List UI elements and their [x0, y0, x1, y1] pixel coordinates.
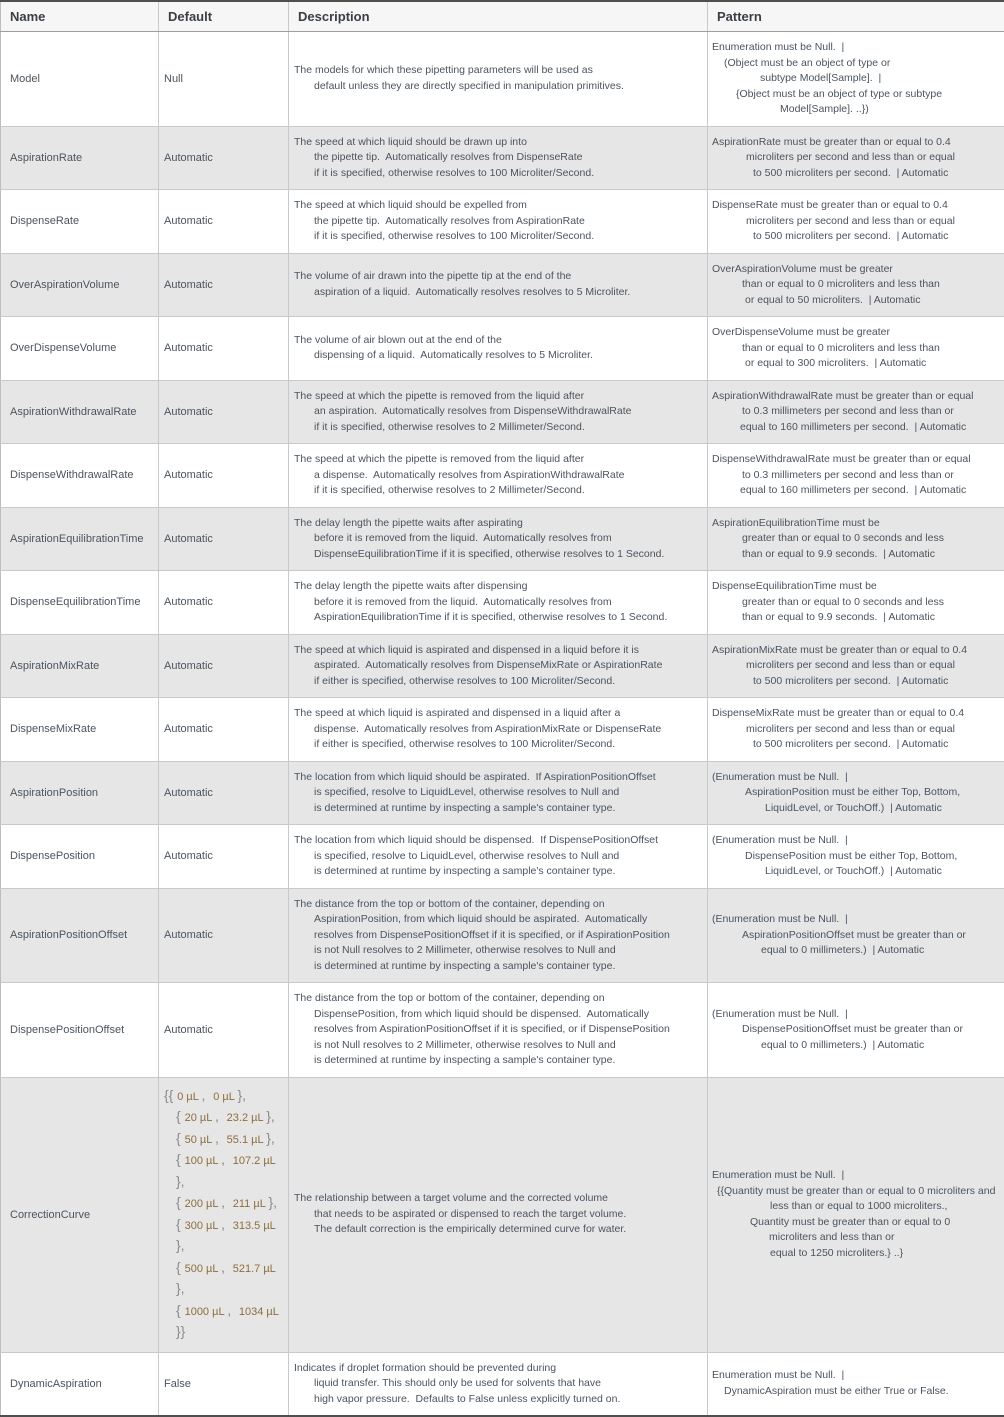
default-code-line: { 50 µL , 55.1 µL },	[164, 1129, 286, 1151]
param-name-cell: DispenseEquilibrationTime	[1, 571, 159, 635]
pattern-line: subtype Model[Sample]. |	[712, 71, 1002, 87]
pattern-line: AspirationPositionOffset must be greater than or	[712, 928, 1002, 944]
param-name-cell: CorrectionCurve	[1, 1077, 159, 1352]
description-line: a dispense. Automatically resolves from AspirationWithdrawalRate	[294, 468, 705, 484]
default-code-line: { 100 µL , 107.2 µL },	[164, 1150, 286, 1193]
pattern-line: DispenseEquilibrationTime must be	[712, 579, 1002, 595]
default-value-cell: Automatic	[159, 190, 289, 254]
pattern-cell	[708, 1352, 1004, 1416]
table-row	[1, 444, 1004, 508]
table-row	[1, 1077, 1004, 1352]
description-line: is determined at runtime by inspecting a sample's container type.	[294, 959, 705, 975]
pattern-cell	[708, 253, 1004, 317]
default-value-cell: Automatic	[159, 380, 289, 444]
default-value-cell: Automatic	[159, 983, 289, 1078]
description-line: The speed at which liquid should be expelled from	[294, 198, 705, 214]
default-value-cell: Automatic	[159, 444, 289, 508]
param-name-cell: OverDispenseVolume	[1, 317, 159, 381]
description-line: if it is specified, otherwise resolves to 2 Millimeter/Second.	[294, 483, 705, 499]
description-line: DispenseEquilibrationTime if it is specified, otherwise resolves to 1 Second.	[294, 547, 705, 563]
pattern-line: or equal to 300 microliters. | Automatic	[712, 356, 1002, 372]
param-name-cell: AspirationRate	[1, 126, 159, 190]
pattern-line: OverAspirationVolume must be greater	[712, 262, 1002, 278]
pattern-line: less than or equal to 1000 microliters.,	[712, 1199, 1002, 1215]
description-line: dispense. Automatically resolves from AspirationMixRate or DispenseRate	[294, 722, 705, 738]
description-cell	[289, 761, 708, 825]
table-row	[1, 698, 1004, 762]
description-line: DispensePosition, from which liquid should be dispensed. Automatically	[294, 1007, 705, 1023]
description-line: is not Null resolves to 2 Millimeter, otherwise resolves to Null and	[294, 1038, 705, 1054]
param-name-cell: Model	[1, 32, 159, 127]
pattern-line: AspirationPosition must be either Top, Bottom,	[712, 785, 1002, 801]
description-line: Indicates if droplet formation should be prevented during	[294, 1361, 705, 1377]
pattern-line: equal to 160 millimeters per second. | Automatic	[712, 420, 1002, 436]
description-cell	[289, 507, 708, 571]
pattern-line: to 0.3 millimeters per second and less than or	[712, 468, 1002, 484]
description-line: dispensing of a liquid. Automatically resolves to 5 Microliter.	[294, 348, 705, 364]
description-line: The location from which liquid should be aspirated. If AspirationPositionOffset	[294, 770, 705, 786]
description-cell	[289, 825, 708, 889]
pattern-cell	[708, 761, 1004, 825]
description-line: The speed at which the pipette is removed from the liquid after	[294, 452, 705, 468]
description-line: The delay length the pipette waits after aspirating	[294, 516, 705, 532]
pattern-cell	[708, 126, 1004, 190]
param-name-cell: DispenseMixRate	[1, 698, 159, 762]
table-body	[1, 32, 1004, 1417]
table-row	[1, 761, 1004, 825]
table-row	[1, 253, 1004, 317]
pattern-line: LiquidLevel, or TouchOff.) | Automatic	[712, 801, 1002, 817]
pattern-line: to 0.3 millimeters per second and less than or	[712, 404, 1002, 420]
param-name-cell: AspirationWithdrawalRate	[1, 380, 159, 444]
pattern-line: DispensePositionOffset must be greater than or	[712, 1022, 1002, 1038]
default-value-cell: Automatic	[159, 571, 289, 635]
pattern-line: AspirationRate must be greater than or equal to 0.4	[712, 135, 1002, 151]
description-line: The distance from the top or bottom of the container, depending on	[294, 991, 705, 1007]
description-line: before it is removed from the liquid. Automatically resolves from	[294, 531, 705, 547]
table-row	[1, 983, 1004, 1078]
description-line: before it is removed from the liquid. Automatically resolves from	[294, 595, 705, 611]
description-cell	[289, 983, 708, 1078]
description-line: AspirationPosition, from which liquid should be aspirated. Automatically	[294, 912, 705, 928]
description-line: is not Null resolves to 2 Millimeter, otherwise resolves to Null and	[294, 943, 705, 959]
header-row	[1, 1, 1004, 32]
table-row	[1, 1352, 1004, 1416]
description-line: the pipette tip. Automatically resolves from AspirationRate	[294, 214, 705, 230]
pattern-line: (Object must be an object of type or	[712, 56, 1002, 72]
param-name-cell: DispenseRate	[1, 190, 159, 254]
pattern-line: microliters per second and less than or equal	[712, 722, 1002, 738]
description-cell	[289, 190, 708, 254]
description-line: default unless they are directly specified in manipulation primitives.	[294, 79, 705, 95]
default-value-cell: Automatic	[159, 761, 289, 825]
default-value-cell: Automatic	[159, 825, 289, 889]
table-header	[1, 1, 1004, 32]
param-name-cell: DispensePosition	[1, 825, 159, 889]
pattern-line: DispenseWithdrawalRate must be greater than or equal	[712, 452, 1002, 468]
table-row	[1, 32, 1004, 127]
pattern-line: AspirationMixRate must be greater than or equal to 0.4	[712, 643, 1002, 659]
pattern-line: than or equal to 0 microliters and less than	[712, 277, 1002, 293]
description-cell	[289, 253, 708, 317]
pattern-line: Enumeration must be Null. |	[712, 1168, 1002, 1184]
column-header-name: Name	[1, 1, 159, 32]
description-line: The relationship between a target volume and the corrected volume	[294, 1191, 705, 1207]
pattern-line: to 500 microliters per second. | Automatic	[712, 674, 1002, 690]
description-line: if it is specified, otherwise resolves to 2 Millimeter/Second.	[294, 420, 705, 436]
pattern-line: greater than or equal to 0 seconds and less	[712, 595, 1002, 611]
param-name-cell: DispenseWithdrawalRate	[1, 444, 159, 508]
pattern-line: to 500 microliters per second. | Automatic	[712, 166, 1002, 182]
pattern-line: AspirationEquilibrationTime must be	[712, 516, 1002, 532]
pattern-line: than or equal to 0 microliters and less than	[712, 341, 1002, 357]
description-line: is determined at runtime by inspecting a sample's container type.	[294, 864, 705, 880]
table-row	[1, 634, 1004, 698]
description-cell	[289, 126, 708, 190]
pattern-cell	[708, 571, 1004, 635]
default-code-line: { 20 µL , 23.2 µL },	[164, 1107, 286, 1129]
description-line: The distance from the top or bottom of the container, depending on	[294, 897, 705, 913]
description-line: The default correction is the empirically determined curve for water.	[294, 1222, 705, 1238]
pattern-cell	[708, 507, 1004, 571]
pattern-line: LiquidLevel, or TouchOff.) | Automatic	[712, 864, 1002, 880]
pattern-cell	[708, 444, 1004, 508]
pattern-cell	[708, 825, 1004, 889]
description-line: is determined at runtime by inspecting a sample's container type.	[294, 1053, 705, 1069]
description-line: if it is specified, otherwise resolves to 100 Microliter/Second.	[294, 229, 705, 245]
pattern-line: OverDispenseVolume must be greater	[712, 325, 1002, 341]
correction-curve-default	[164, 1086, 286, 1344]
description-line: if either is specified, otherwise resolves to 100 Microliter/Second.	[294, 674, 705, 690]
pattern-cell	[708, 634, 1004, 698]
description-line: The speed at which liquid is aspirated and dispensed in a liquid after a	[294, 706, 705, 722]
description-cell	[289, 571, 708, 635]
description-line: is determined at runtime by inspecting a sample's container type.	[294, 801, 705, 817]
pattern-cell	[708, 1077, 1004, 1352]
description-line: that needs to be aspirated or dispensed to reach the target volume.	[294, 1207, 705, 1223]
default-value-cell: Automatic	[159, 634, 289, 698]
default-value-cell: Null	[159, 32, 289, 127]
pattern-cell	[708, 380, 1004, 444]
description-cell	[289, 1077, 708, 1352]
column-header-default: Default	[159, 1, 289, 32]
table-row	[1, 888, 1004, 983]
pattern-cell	[708, 190, 1004, 254]
pattern-line: (Enumeration must be Null. |	[712, 770, 1002, 786]
param-name-cell: DynamicAspiration	[1, 1352, 159, 1416]
pattern-cell	[708, 698, 1004, 762]
description-line: is specified, resolve to LiquidLevel, otherwise resolves to Null and	[294, 785, 705, 801]
default-code-line: { 300 µL , 313.5 µL },	[164, 1215, 286, 1258]
pattern-line: greater than or equal to 0 seconds and less	[712, 531, 1002, 547]
pattern-line: equal to 1250 microliters.} ..}	[712, 1246, 1002, 1262]
pattern-line: than or equal to 9.9 seconds. | Automatic	[712, 547, 1002, 563]
pattern-line: equal to 160 millimeters per second. | Automatic	[712, 483, 1002, 499]
description-line: The volume of air blown out at the end of the	[294, 333, 705, 349]
pattern-line: Quantity must be greater than or equal to 0	[712, 1215, 1002, 1231]
default-value-cell: Automatic	[159, 507, 289, 571]
pattern-cell	[708, 32, 1004, 127]
description-cell	[289, 634, 708, 698]
pattern-cell	[708, 983, 1004, 1078]
pattern-line: to 500 microliters per second. | Automatic	[712, 229, 1002, 245]
default-value-cell: Automatic	[159, 888, 289, 983]
param-name-cell: DispensePositionOffset	[1, 983, 159, 1078]
description-line: The location from which liquid should be dispensed. If DispensePositionOffset	[294, 833, 705, 849]
description-line: resolves from DispensePositionOffset if it is specified, or if AspirationPosition	[294, 928, 705, 944]
table-row	[1, 317, 1004, 381]
pattern-line: microliters per second and less than or equal	[712, 214, 1002, 230]
description-line: The volume of air drawn into the pipette tip at the end of the	[294, 269, 705, 285]
default-code-line: { 1000 µL , 1034 µL }}	[164, 1301, 286, 1344]
param-name-cell: OverAspirationVolume	[1, 253, 159, 317]
description-line: resolves from AspirationPositionOffset if it is specified, or if DispensePosition	[294, 1022, 705, 1038]
pattern-line: equal to 0 millimeters.) | Automatic	[712, 943, 1002, 959]
default-value-cell: Automatic	[159, 126, 289, 190]
column-header-description: Description	[289, 1, 708, 32]
description-line: aspirated. Automatically resolves from DispenseMixRate or AspirationRate	[294, 658, 705, 674]
param-name-cell: AspirationMixRate	[1, 634, 159, 698]
column-header-pattern: Pattern	[708, 1, 1004, 32]
pattern-line: DispenseRate must be greater than or equal to 0.4	[712, 198, 1002, 214]
pattern-line: DynamicAspiration must be either True or False.	[712, 1384, 1002, 1400]
default-value-cell: Automatic	[159, 253, 289, 317]
pattern-line: microliters and less than or	[712, 1230, 1002, 1246]
description-line: The speed at which liquid should be drawn up into	[294, 135, 705, 151]
description-cell	[289, 32, 708, 127]
description-line: The models for which these pipetting parameters will be used as	[294, 63, 705, 79]
default-value-cell: False	[159, 1352, 289, 1416]
pattern-line: DispenseMixRate must be greater than or equal to 0.4	[712, 706, 1002, 722]
description-line: high vapor pressure. Defaults to False unless explicitly turned on.	[294, 1392, 705, 1408]
pattern-line: Enumeration must be Null. |	[712, 40, 1002, 56]
pattern-line: {{Quantity must be greater than or equal to 0 microliters and	[712, 1184, 1002, 1200]
pattern-line: Model[Sample]. ..})	[712, 102, 1002, 118]
default-code-line: { 500 µL , 521.7 µL },	[164, 1258, 286, 1301]
description-line: an aspiration. Automatically resolves from DispenseWithdrawalRate	[294, 404, 705, 420]
pattern-line: to 500 microliters per second. | Automatic	[712, 737, 1002, 753]
pattern-line: {Object must be an object of type or subtype	[712, 87, 1002, 103]
param-name-cell: AspirationEquilibrationTime	[1, 507, 159, 571]
description-line: if it is specified, otherwise resolves to 100 Microliter/Second.	[294, 166, 705, 182]
pattern-line: Enumeration must be Null. |	[712, 1368, 1002, 1384]
default-value-cell: Automatic	[159, 317, 289, 381]
description-line: The delay length the pipette waits after dispensing	[294, 579, 705, 595]
pattern-line: (Enumeration must be Null. |	[712, 833, 1002, 849]
pattern-line: equal to 0 millimeters.) | Automatic	[712, 1038, 1002, 1054]
description-cell	[289, 444, 708, 508]
pattern-line: (Enumeration must be Null. |	[712, 1007, 1002, 1023]
table-row	[1, 571, 1004, 635]
pattern-line: than or equal to 9.9 seconds. | Automatic	[712, 610, 1002, 626]
description-cell	[289, 1352, 708, 1416]
description-line: liquid transfer. This should only be used for solvents that have	[294, 1376, 705, 1392]
pattern-line: microliters per second and less than or equal	[712, 658, 1002, 674]
pattern-line: microliters per second and less than or equal	[712, 150, 1002, 166]
description-cell	[289, 888, 708, 983]
description-line: AspirationEquilibrationTime if it is specified, otherwise resolves to 1 Second.	[294, 610, 705, 626]
default-value-cell	[159, 1077, 289, 1352]
pattern-line: AspirationWithdrawalRate must be greater than or equal	[712, 389, 1002, 405]
description-line: if either is specified, otherwise resolves to 100 Microliter/Second.	[294, 737, 705, 753]
description-cell	[289, 317, 708, 381]
pattern-line: (Enumeration must be Null. |	[712, 912, 1002, 928]
table-row	[1, 380, 1004, 444]
default-code-line: {{ 0 µL , 0 µL },	[164, 1086, 286, 1108]
table-row	[1, 190, 1004, 254]
table-row	[1, 825, 1004, 889]
pattern-cell	[708, 888, 1004, 983]
description-line: is specified, resolve to LiquidLevel, otherwise resolves to Null and	[294, 849, 705, 865]
default-code-line: { 200 µL , 211 µL },	[164, 1193, 286, 1215]
table-row	[1, 126, 1004, 190]
description-line: aspiration of a liquid. Automatically resolves resolves to 5 Microliter.	[294, 285, 705, 301]
pattern-cell	[708, 317, 1004, 381]
description-line: The speed at which liquid is aspirated and dispensed in a liquid before it is	[294, 643, 705, 659]
param-name-cell: AspirationPositionOffset	[1, 888, 159, 983]
description-cell	[289, 380, 708, 444]
param-name-cell: AspirationPosition	[1, 761, 159, 825]
description-cell	[289, 698, 708, 762]
table-row	[1, 507, 1004, 571]
description-line: The speed at which the pipette is removed from the liquid after	[294, 389, 705, 405]
pattern-line: DispensePosition must be either Top, Bottom,	[712, 849, 1002, 865]
default-value-cell: Automatic	[159, 698, 289, 762]
pattern-line: or equal to 50 microliters. | Automatic	[712, 293, 1002, 309]
description-line: the pipette tip. Automatically resolves from DispenseRate	[294, 150, 705, 166]
